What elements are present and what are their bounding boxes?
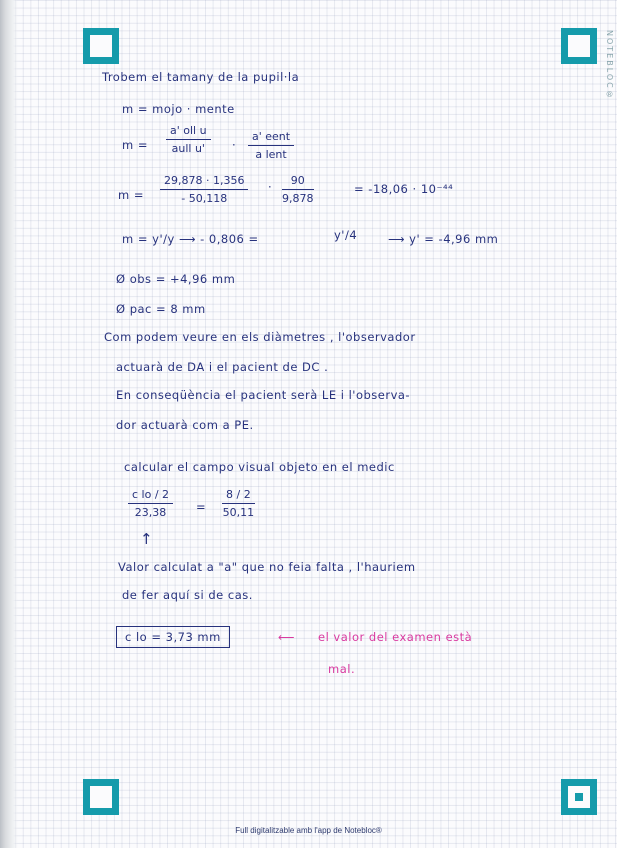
m-result: = -18,06 · 10⁻⁴⁴ [354,182,454,196]
up-arrow-annotation: ↑ [140,530,154,548]
paragraph-line-5: Valor calculat a "a" que no feia falta , l'hauriem [118,560,416,574]
correction-note-line-2: mal. [328,662,356,676]
fraction-2-denominator: a lent [255,148,287,161]
diameter-patient: Ø pac = 8 mm [116,302,206,316]
m-definition: m = mojo · mente [122,102,235,116]
m-ratio-result: ⟶ y' = -4,96 mm [388,232,499,246]
m-ratio-fraction: y'/4 [334,228,358,242]
fraction-1 [166,124,211,155]
fraction-3-numerator: 29,878 · 1,356 [160,174,248,190]
paragraph-line-6: de fer aquí si de cas. [122,588,253,602]
fraction-1-denominator: aull u' [171,142,205,155]
fraction-4-denominator: 9,878 [282,192,314,205]
calc-heading: calcular el campo visual objeto en el medic [124,460,395,474]
fraction-1-numerator: a' oll u [166,124,211,140]
paragraph-line-1: Com podem veure en els diàmetres , l'observador [104,330,416,344]
marker-dot [575,793,583,801]
fraction-3 [160,174,248,205]
heading-line: Trobem el tamany de la pupil·la [102,70,300,84]
fraction-3-denominator: - 50,118 [181,192,228,205]
pink-arrow: ⟵ [278,630,295,644]
corner-marker-top-right [561,28,597,64]
diameter-observer: Ø obs = +4,96 mm [116,272,236,286]
paragraph-line-4: dor actuarà com a PE. [116,418,254,432]
multiply-dot-2: · [268,180,273,194]
fraction-5-numerator: c lo / 2 [128,488,173,504]
fraction-2 [248,130,294,161]
m-numeric-prefix: m = [118,188,144,202]
fraction-equals: = [196,500,207,514]
page-footer: Full digitalitzable amb l'app de Notebloc® [235,826,382,835]
fraction-6-numerator: 8 / 2 [222,488,255,504]
multiply-dot-1: · [232,138,237,152]
paragraph-line-3: En conseqüència el pacient serà LE i l'observa- [116,388,411,402]
corner-marker-bottom-left [83,779,119,815]
spiral-binding-edge [0,0,18,848]
fraction-5 [128,488,173,519]
fraction-5-denominator: 23,38 [134,506,167,519]
fraction-6-denominator: 50,11 [222,506,255,519]
correction-note-line-1: el valor del examen està [318,630,473,644]
fraction-4-numerator: 90 [282,174,314,190]
corner-marker-top-left [83,28,119,64]
fraction-2-numerator: a' eent [248,130,294,146]
spine-brand-text: NOTEBLOC® [605,30,614,101]
m-ratio-line: m = y'/y ⟶ - 0,806 = [122,232,259,246]
boxed-result: c lo = 3,73 mm [116,626,230,648]
corner-marker-bottom-right [561,779,597,815]
paragraph-line-2: actuarà de DA i el pacient de DC . [116,360,329,374]
fraction-4 [282,174,314,205]
m-equation-prefix: m = [122,138,148,152]
fraction-6 [222,488,255,519]
